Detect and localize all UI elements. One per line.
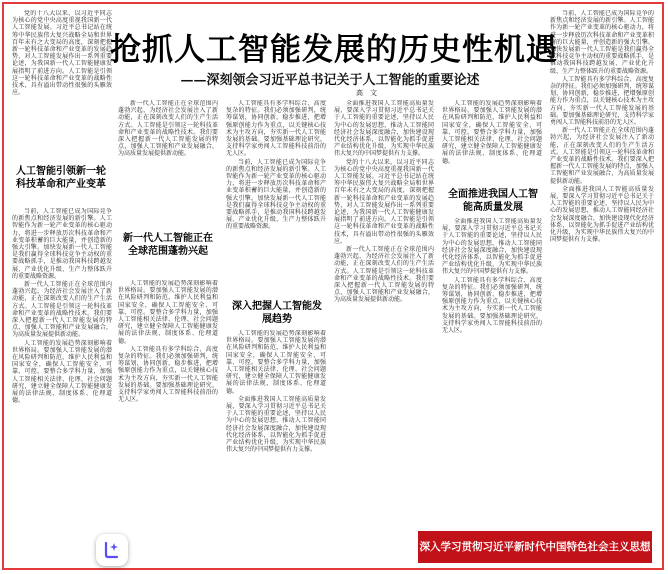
section-heading-2: 新一代人工智能正在全球范围蓬勃兴起 bbox=[123, 233, 213, 257]
paragraph: 新一代人工智能正在全球范围内蓬勃兴起，为经济社会发展注入了新动能，正在深刻改变人们的生产生活方式。人工智能是引领这一轮科技革命和产业变革的战略性技术。我们要深入把握新一代人工智能发展的特点，加强人工智能和产业发展融合，为高质量发展提供新动能。 bbox=[334, 246, 434, 304]
paragraph: 人工智能具有多学科综合、高度复杂的特征。我们必须加强研判，统筹谋划，协同创新，稳步推进，把增强原创能力作为重点，以关键核心技术为主攻方向，夯实新一代人工智能发展的基础。要加强基础理论研究，支持科学家勇闯人工智能科技前沿的无人区。 bbox=[226, 100, 326, 158]
article-column-5b bbox=[442, 218, 542, 523]
paragraph: 当前，人工智能已成为国际竞争的新焦点和经济发展的新引擎。人工智能作为新一轮产业变革的核心驱动力，将进一步释放历次科技革命和产业变革积蓄的巨大能量，并创造新的强大引擎。加快发展新一代人工智能是我们赢得全球科技竞争主动权的重要战略抓手，是推动我国科技跨越发展、产业优化升级、生产力整体跃升的重要战略资源。 bbox=[550, 10, 654, 75]
paragraph: 人工智能具有多学科综合、高度复杂的特征。我们必须加强研判，统筹谋划，协同创新，稳步推进，把增强原创能力作为重点，以关键核心技术为主攻方向，夯实新一代人工智能发展的基础。要加强基础理论研究，支持科学家勇闯人工智能科技前沿的无人区。 bbox=[442, 276, 542, 335]
paragraph: 人工智能的发展趋势深刻影响着世界格局。要加强人工智能发展的潜在风险研判和防范，维护人民利益和国家安全，确保人工智能安全、可靠、可控。要整合多学科力量，加强人工智能相关法律、伦理、社会问题研究，建立健全保障人工智能健康发展的法律法规、制度体系、伦理道德。 bbox=[442, 100, 542, 165]
article-column-3b bbox=[226, 330, 326, 560]
paragraph: 当前，人工智能已成为国际竞争的新焦点和经济发展的新引擎。人工智能作为新一轮产业变革的核心驱动力，将进一步释放历次科技革命和产业变革积蓄的巨大能量，并创造新的强大引擎。加快发展新一代人工智能是我们赢得全球科技竞争主动权的重要战略抓手，是推动我国科技跨越发展、产业优化升级、生产力整体跃升的重要战略资源。 bbox=[12, 208, 112, 280]
paragraph: 新一代人工智能正在全球范围内蓬勃兴起，为经济社会发展注入了新动能，正在深刻改变人们的生产生活方式。人工智能是引领这一轮科技革命和产业变革的战略性技术。我们要深入把握新一代人工智能发展的特点，加强人工智能和产业发展融合，为高质量发展提供新动能。 bbox=[550, 127, 654, 185]
article-column-4 bbox=[334, 100, 434, 560]
paragraph: 全面推进我国人工智能高质量发展，要深入学习贯彻习近平总书记关于人工智能的重要论述，坚持以人民为中心的发展思想，推动人工智能同经济社会发展深度融合，加快建设现代化经济体系，以智能化为抓手促进产业结构优化升级，为实现中华民族伟大复兴的中国梦提供有力支撑。 bbox=[226, 395, 326, 454]
headline bbox=[110, 32, 558, 90]
paragraph: 全面推进我国人工智能高质量发展，要深入学习贯彻习近平总书记关于人工智能的重要论述，坚持以人民为中心的发展思想，推动人工智能同经济社会发展深度融合，加快建设现代化经济体系，以智能化为抓手促进产业结构优化升级，为实现中华民族伟大复兴的中国梦提供有力支撑。 bbox=[334, 100, 434, 158]
paragraph: 党的十八大以来，以习近平同志为核心的党中央高度重视我国新一代人工智能发展。习近平总书记站在统筹中华民族伟大复兴战略全局和世界百年未有之大变局的高度，深刻把握新一轮科技革命和产业变革的发展趋势，对人工智能发展作出一系列重要论述，为我国新一代人工智能健康发展指明了前进方向。人工智能是引领这一轮科技革命和产业变革的战略性技术，具有溢出带动性很强的头雁效应。 bbox=[12, 10, 112, 97]
paragraph: 新一代人工智能正在全球范围内蓬勃兴起，为经济社会发展注入了新动能，正在深刻改变人们的生产生活方式。人工智能是引领这一轮科技革命和产业变革的战略性技术。我们要深入把握新一代人工智能发展的特点，加强人工智能和产业发展融合，为高质量发展提供新动能。 bbox=[12, 281, 112, 339]
article-column-5 bbox=[442, 100, 542, 190]
article-column-1b bbox=[12, 208, 112, 523]
paragraph: 全面推进我国人工智能高质量发展，要深入学习贯彻习近平总书记关于人工智能的重要论述，坚持以人民为中心的发展思想，推动人工智能同经济社会发展深度融合，加快建设现代化经济体系，以智能化为抓手促进产业结构优化升级，为实现中华民族伟大复兴的中国梦提供有力支撑。 bbox=[442, 218, 542, 276]
paragraph: 新一代人工智能正在全球范围内蓬勃兴起，为经济社会发展注入了新动能，正在深刻改变人们的生产生活方式。人工智能是引领这一轮科技革命和产业变革的战略性技术。我们要深入把握新一代人工智能发展的特点，加强人工智能和产业发展融合，为高质量发展提供新动能。 bbox=[118, 100, 218, 158]
headline-subtitle: ——深刻领会习近平总书记关于人工智能的重要论述 bbox=[180, 73, 480, 88]
paragraph: 人工智能的发展趋势深刻影响着世界格局。要加强人工智能发展的潜在风险研判和防范，维护人民利益和国家安全，确保人工智能安全、可靠、可控。要整合多学科力量，加强人工智能相关法律、伦理、社会问题研究，建立健全保障人工智能健康发展的法律法规、制度体系、伦理道德。 bbox=[118, 280, 218, 345]
paragraph: 全面推进我国人工智能高质量发展，要深入学习贯彻习近平总书记关于人工智能的重要论述，坚持以人民为中心的发展思想，推动人工智能同经济社会发展深度融合，加快建设现代化经济体系，以智能化为抓手促进产业结构优化升级，为实现中华民族伟大复兴的中国梦提供有力支撑。 bbox=[550, 185, 654, 244]
floating-assistant-button[interactable] bbox=[96, 534, 128, 566]
paragraph: 人工智能的发展趋势深刻影响着世界格局。要加强人工智能发展的潜在风险研判和防范，维护人民利益和国家安全，确保人工智能安全、可靠、可控。要整合多学科力量，加强人工智能相关法律、伦理、社会问题研究，建立健全保障人工智能健康发展的法律法规、制度体系、伦理道德。 bbox=[226, 330, 326, 395]
headline-title: 抢抓人工智能发展的历史性机遇 bbox=[110, 32, 558, 68]
section-heading-3: 深入把握人工智能发展趋势 bbox=[232, 301, 322, 325]
paragraph: 当前，人工智能已成为国际竞争的新焦点和经济发展的新引擎。人工智能作为新一轮产业变革的核心驱动力，将进一步释放历次科技革命和产业变革积蓄的巨大能量，并创造新的强大引擎。加快发展新一代人工智能是我们赢得全球科技竞争主动权的重要战略抓手，是推动我国科技跨越发展、产业优化升级、生产力整体跃升的重要战略资源。 bbox=[226, 158, 326, 231]
article-column-1 bbox=[12, 10, 112, 160]
paragraph: 党的十八大以来，以习近平同志为核心的党中央高度重视我国新一代人工智能发展。习近平总书记站在统筹中华民族伟大复兴战略全局和世界百年未有之大变局的高度，深刻把握新一轮科技革命和产业变革的发展趋势，对人工智能发展作出一系列重要论述，为我国新一代人工智能健康发展指明了前进方向。人工智能是引领这一轮科技革命和产业变革的战略性技术，具有溢出带动性很强的头雁效应。 bbox=[334, 158, 434, 245]
byline: 高 文 bbox=[356, 89, 377, 97]
article-column-6 bbox=[550, 10, 654, 525]
article-column-2 bbox=[118, 100, 218, 220]
article-column-2b bbox=[118, 280, 218, 560]
bottom-banner: 深入学习贯彻习近平新时代中国特色社会主义思想 bbox=[418, 531, 652, 563]
article-column-3 bbox=[226, 100, 326, 295]
paragraph: 人工智能具有多学科综合、高度复杂的特征。我们必须加强研判，统筹谋划，协同创新，稳步推进，把增强原创能力作为重点，以关键核心技术为主攻方向，夯实新一代人工智能发展的基础。要加强基础理论研究，支持科学家勇闯人工智能科技前沿的无人区。 bbox=[118, 345, 218, 404]
paragraph: 人工智能具有多学科综合、高度复杂的特征。我们必须加强研判，统筹谋划，协同创新，稳步推进，把增强原创能力作为重点，以关键核心技术为主攻方向，夯实新一代人工智能发展的基础。要加强基础理论研究，支持科学家勇闯人工智能科技前沿的无人区。 bbox=[550, 75, 654, 127]
section-heading-1: 人工智能引领新一轮科技革命和产业变革 bbox=[16, 166, 106, 190]
paragraph: 人工智能的发展趋势深刻影响着世界格局。要加强人工智能发展的潜在风险研判和防范，维护人民利益和国家安全，确保人工智能安全、可靠、可控。要整合多学科力量，加强人工智能相关法律、伦理、社会问题研究，建立健全保障人工智能健康发展的法律法规、制度体系、伦理道德。 bbox=[12, 339, 112, 405]
sparkle-icon bbox=[102, 540, 122, 560]
section-heading-4: 全面推进我国人工智能高质量发展 bbox=[448, 189, 538, 213]
